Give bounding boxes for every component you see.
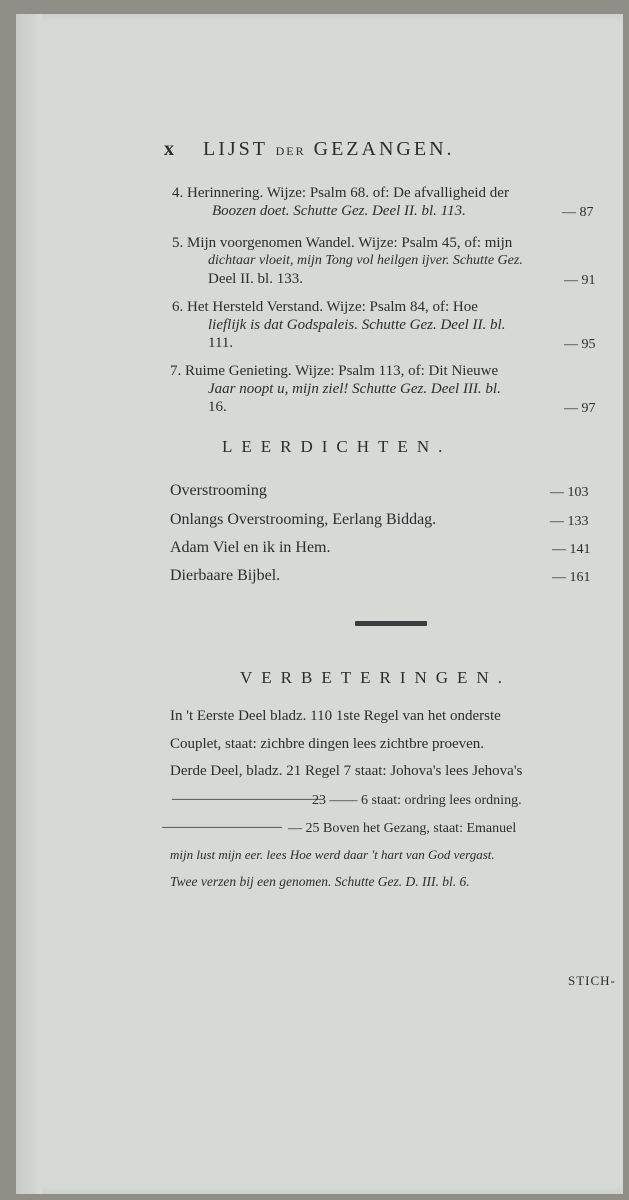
song-7-line-2: Jaar noopt u, mijn ziel! Schutte Gez. Deel III. bl. (208, 381, 501, 397)
song-4-line-2: Boozen doet. Schutte Gez. Deel II. bl. 113. (212, 203, 466, 219)
leerdicht-4-name: Dierbaare Bijbel. (170, 567, 281, 584)
correction-line-4: 23 —— 6 staat: ordring lees ordning. (312, 793, 522, 808)
song-5-line-3: Deel II. bl. 133. (208, 271, 303, 287)
song-5-line-1: 5. Mijn voorgenomen Wandel. Wijze: Psalm 45, of: mijn (172, 235, 513, 251)
page-number: x (164, 138, 177, 160)
header-title-c: GEZANGEN. (313, 138, 455, 160)
leerdicht-4-page: — 161 (552, 570, 591, 585)
correction-line-5: — 25 Boven het Gezang, staat: Emanuel (288, 821, 517, 836)
leerdicht-3-name: Adam Viel en ik in Hem. (170, 539, 331, 556)
verbeteringen-title: VERBETERINGEN. (240, 668, 511, 687)
correction-dash-2: ———————— (162, 819, 282, 835)
song-7-page: — 97 (564, 401, 596, 416)
correction-line-7: Twee verzen bij een genomen. Schutte Gez. D. III. bl. 6. (170, 874, 470, 889)
correction-line-1: In 't Eerste Deel bladz. 110 1ste Regel van het onderste (170, 708, 501, 724)
song-5-line-2: dichtaar vloeit, mijn Tong vol heilgen ijver. Schutte Gez. (208, 253, 523, 268)
section-divider (355, 621, 427, 626)
correction-line-2: Couplet, staat: zichbre dingen lees zichtbre proeven. (170, 736, 485, 752)
song-6-line-2: lieflijk is dat Godspaleis. Schutte Gez. Deel II. bl. (208, 317, 506, 333)
catchword: STICH- (568, 973, 616, 988)
leerdicht-1-page: — 103 (550, 485, 589, 500)
header-title-b: DER (275, 144, 306, 158)
song-7-line-1: 7. Ruime Genieting. Wijze: Psalm 113, of: Dit Nieuwe (170, 363, 499, 379)
song-6-line-1: 6. Het Hersteld Verstand. Wijze: Psalm 84, of: Hoe (172, 299, 478, 315)
leerdicht-1-name: Overstrooming (170, 482, 267, 499)
correction-line-6: mijn lust mijn eer. lees Hoe werd daar 't hart van God vergast. (170, 847, 495, 862)
song-4-line-1: 4. Herinnering. Wijze: Psalm 68. of: De afvalligheid der (172, 185, 509, 201)
song-6-page: — 95 (564, 337, 596, 352)
page-fold (16, 14, 42, 1194)
song-7-line-3: 16. (208, 399, 227, 415)
page-header (164, 138, 455, 161)
leerdicht-2-name: Onlangs Overstrooming, Eerlang Biddag. (170, 511, 437, 528)
song-6-line-3: 111. (208, 335, 234, 351)
header-title-a: LIJST (203, 138, 268, 160)
song-5-page: — 91 (564, 273, 596, 288)
leerdichten-title: LEERDICHTEN. (222, 437, 452, 456)
correction-line-3: Derde Deel, bladz. 21 Regel 7 staat: Johova's lees Jehova's (170, 763, 523, 779)
leerdicht-2-page: — 133 (550, 514, 589, 529)
song-4-page: — 87 (562, 205, 594, 220)
leerdicht-3-page: — 141 (552, 542, 591, 557)
correction-dash-1: —————————— (172, 791, 322, 807)
